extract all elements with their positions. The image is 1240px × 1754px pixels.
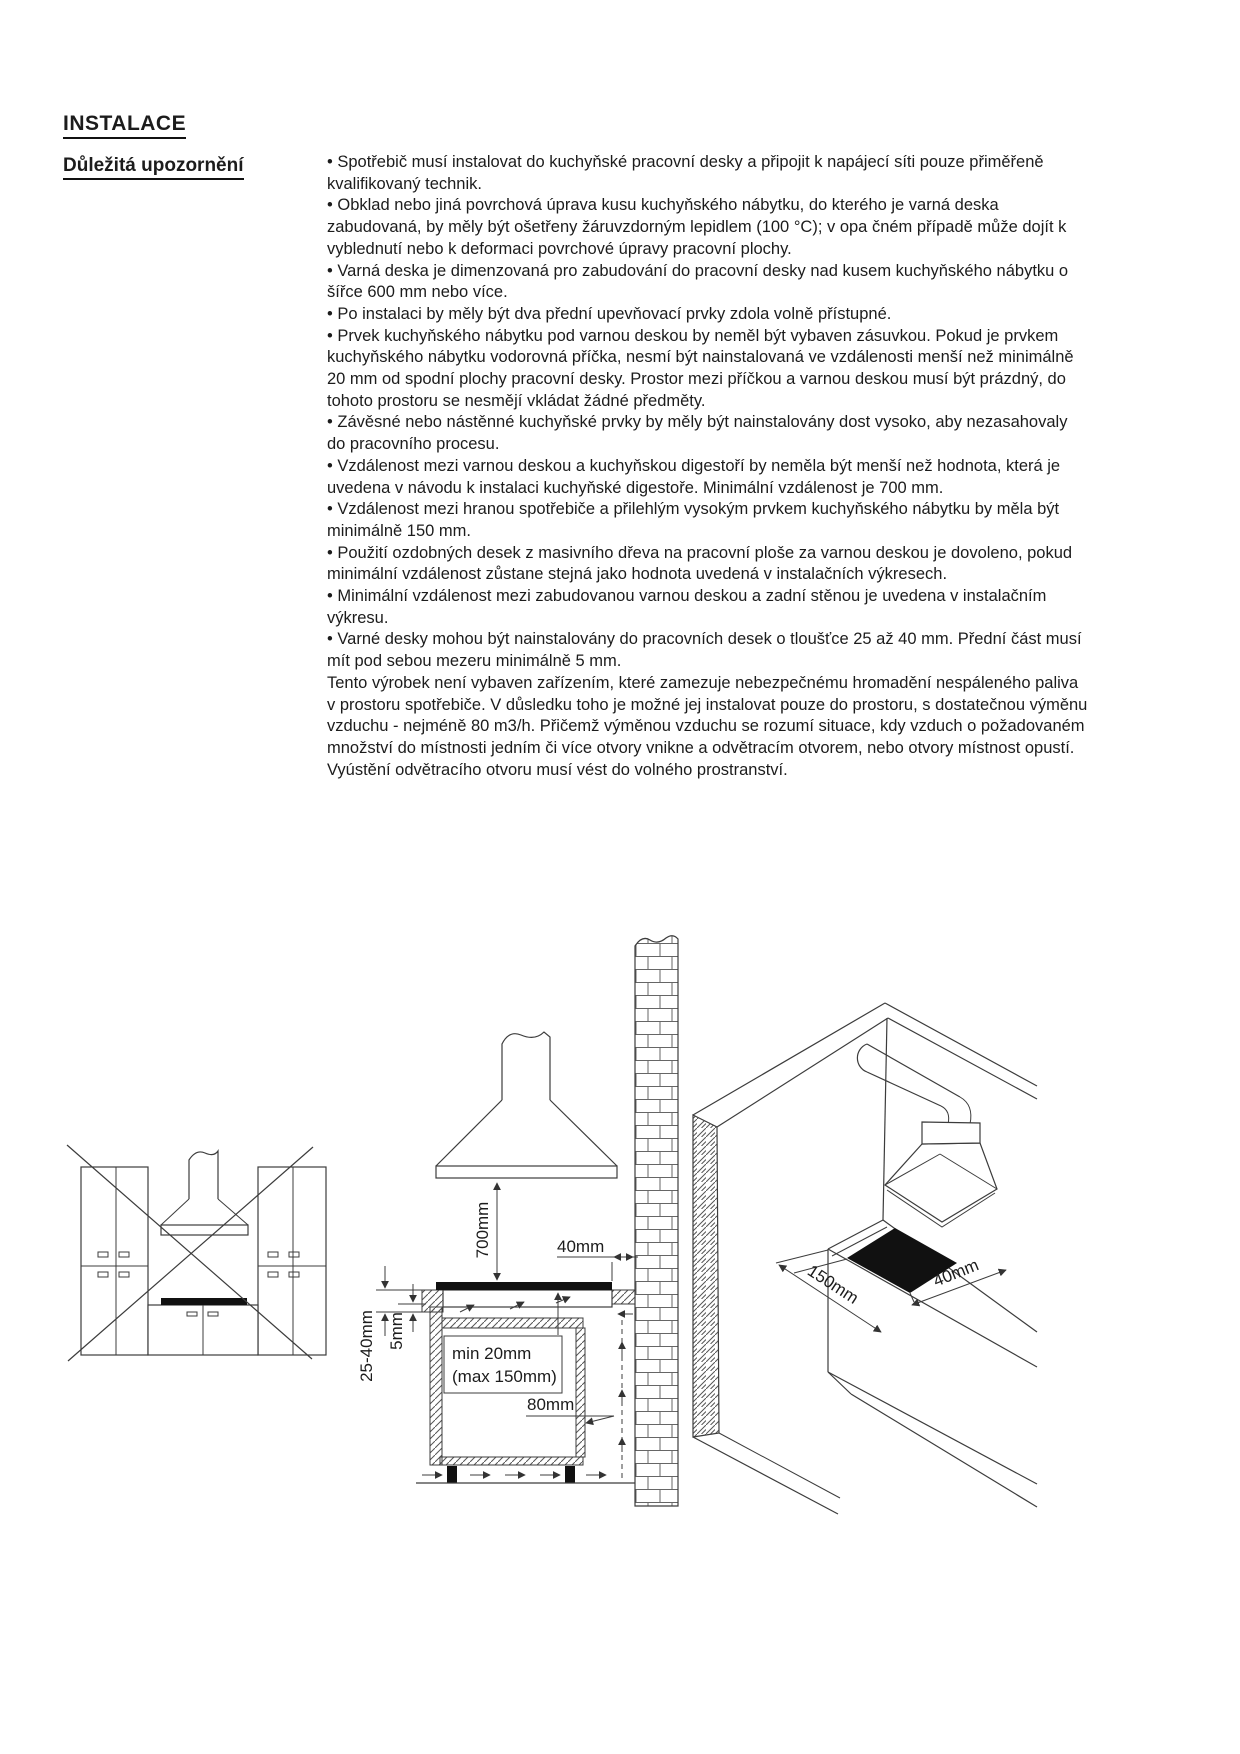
note-item: • Závěsné nebo nástěnné kuchyňské prvky by měly být nainstalovány dost vysoko, aby nezasahovaly do pracovního procesu. — [327, 413, 1068, 454]
note-item: • Vzdálenost mezi hranou spotřebiče a přilehlým vysokým prvkem kuchyňského nábytku by měla být minimálně 150 mm. — [327, 500, 1060, 540]
dim-25-40mm-label: 25-40mm — [357, 1310, 376, 1382]
note-item: • Použití ozdobných desek z masivního dřeva na pracovní ploše za varnou deskou je dovoleno, pokud minimální vzdálenost zůstane stejná jako hodnota uvedená v instalačních výkresech. — [327, 543, 1073, 584]
note-item: • Po instalaci by měly být dva přední upevňovací prvky zdola volně přístupné. — [327, 304, 892, 323]
note-item: Tento výrobek není vybaven zařízením, které zamezuje nebezpečnému hromadění nespáleného paliva v prostoru spotřebiče. V důsledku toho je možné jej instalovat pouze do prostoru, s dostatečnou výměnu vzduchu - nejméně 80 m3/h. Přičemž výměnou vzduchu se rozumí situace, kdy vzduch o požadovaném množství do místnosti jedním či více otvory vnikne a odvětracím otvorem, nebo otvory místnost opustí. Vyústění odvětracího otvoru musí vést do volného prostranství. — [327, 673, 1088, 779]
dim-80mm-label: 80mm — [527, 1395, 575, 1414]
note-item: • Prvek kuchyňského nábytku pod varnou deskou by neměl být vybaven zásuvkou. Pokud je prvkem kuchyňského nábytku vodorovná příčka, nesmí být nainstalovaná ve vzdálenosti menší než minimálně 20 mm od spodní plochy pracovní desky. Prostor mezi příčkou a varnou deskou musí být prázdný, do tohoto prostoru se nesmějí vkládat žádné předměty. — [327, 326, 1074, 410]
note-item: • Varná deska je dimenzovaná pro zabudování do pracovní desky nad kusem kuchyňského nábytku o šířce 600 mm nebo více. — [327, 261, 1069, 302]
diagram-section-view — [330, 930, 686, 1510]
note-item: • Obklad nebo jiná povrchová úprava kusu kuchyňského nábytku, do kterého je varná deska zabudovaná, by měly být ošetřeny žáruvzdorným lepidlem (100 °C); v opa čném případě může dojít k vyblednutí nebo k deformaci povrchové úpravy pracovní plochy. — [327, 196, 1067, 258]
dim-40mm-label: 40mm — [557, 1237, 605, 1256]
notes-text-block — [327, 152, 1090, 781]
page-title: INSTALACE — [63, 112, 186, 139]
dim-700mm-label: 700mm — [473, 1201, 492, 1259]
dim-40mm-label: 40mm — [930, 1255, 982, 1291]
dim-min-20mm-label: min 20mm — [452, 1344, 532, 1363]
dim-max-150mm-label: (max 150mm) — [452, 1367, 557, 1386]
diagram-incorrect-installation — [50, 1135, 330, 1365]
diagram-perspective-view — [688, 1002, 1040, 1522]
dim-5mm-label: 5mm — [387, 1312, 406, 1350]
note-item: • Spotřebič musí instalovat do kuchyňské pracovní desky a připojit k napájecí síti pouze přiměřeně kvalifikovaný technik. — [327, 153, 1044, 193]
dim-150mm-label: 150mm — [804, 1260, 862, 1308]
note-item: • Minimální vzdálenost mezi zabudovanou varnou deskou a zadní stěnou je uvedena v instalačním výkresu. — [327, 587, 1047, 627]
note-item: • Vzdálenost mezi varnou deskou a kuchyňskou digestoří by neměla být menší než hodnota, která je uvedena v návodu k instalaci kuchyňské digestoře. Minimální vzdálenost je 700 mm. — [327, 456, 1061, 497]
section-heading: Důležitá upozornění — [63, 155, 244, 180]
note-item: • Varné desky mohou být nainstalovány do pracovních desek o tloušťce 25 až 40 mm. Přední část musí mít pod sebou mezeru minimálně 5 mm. — [327, 630, 1082, 671]
